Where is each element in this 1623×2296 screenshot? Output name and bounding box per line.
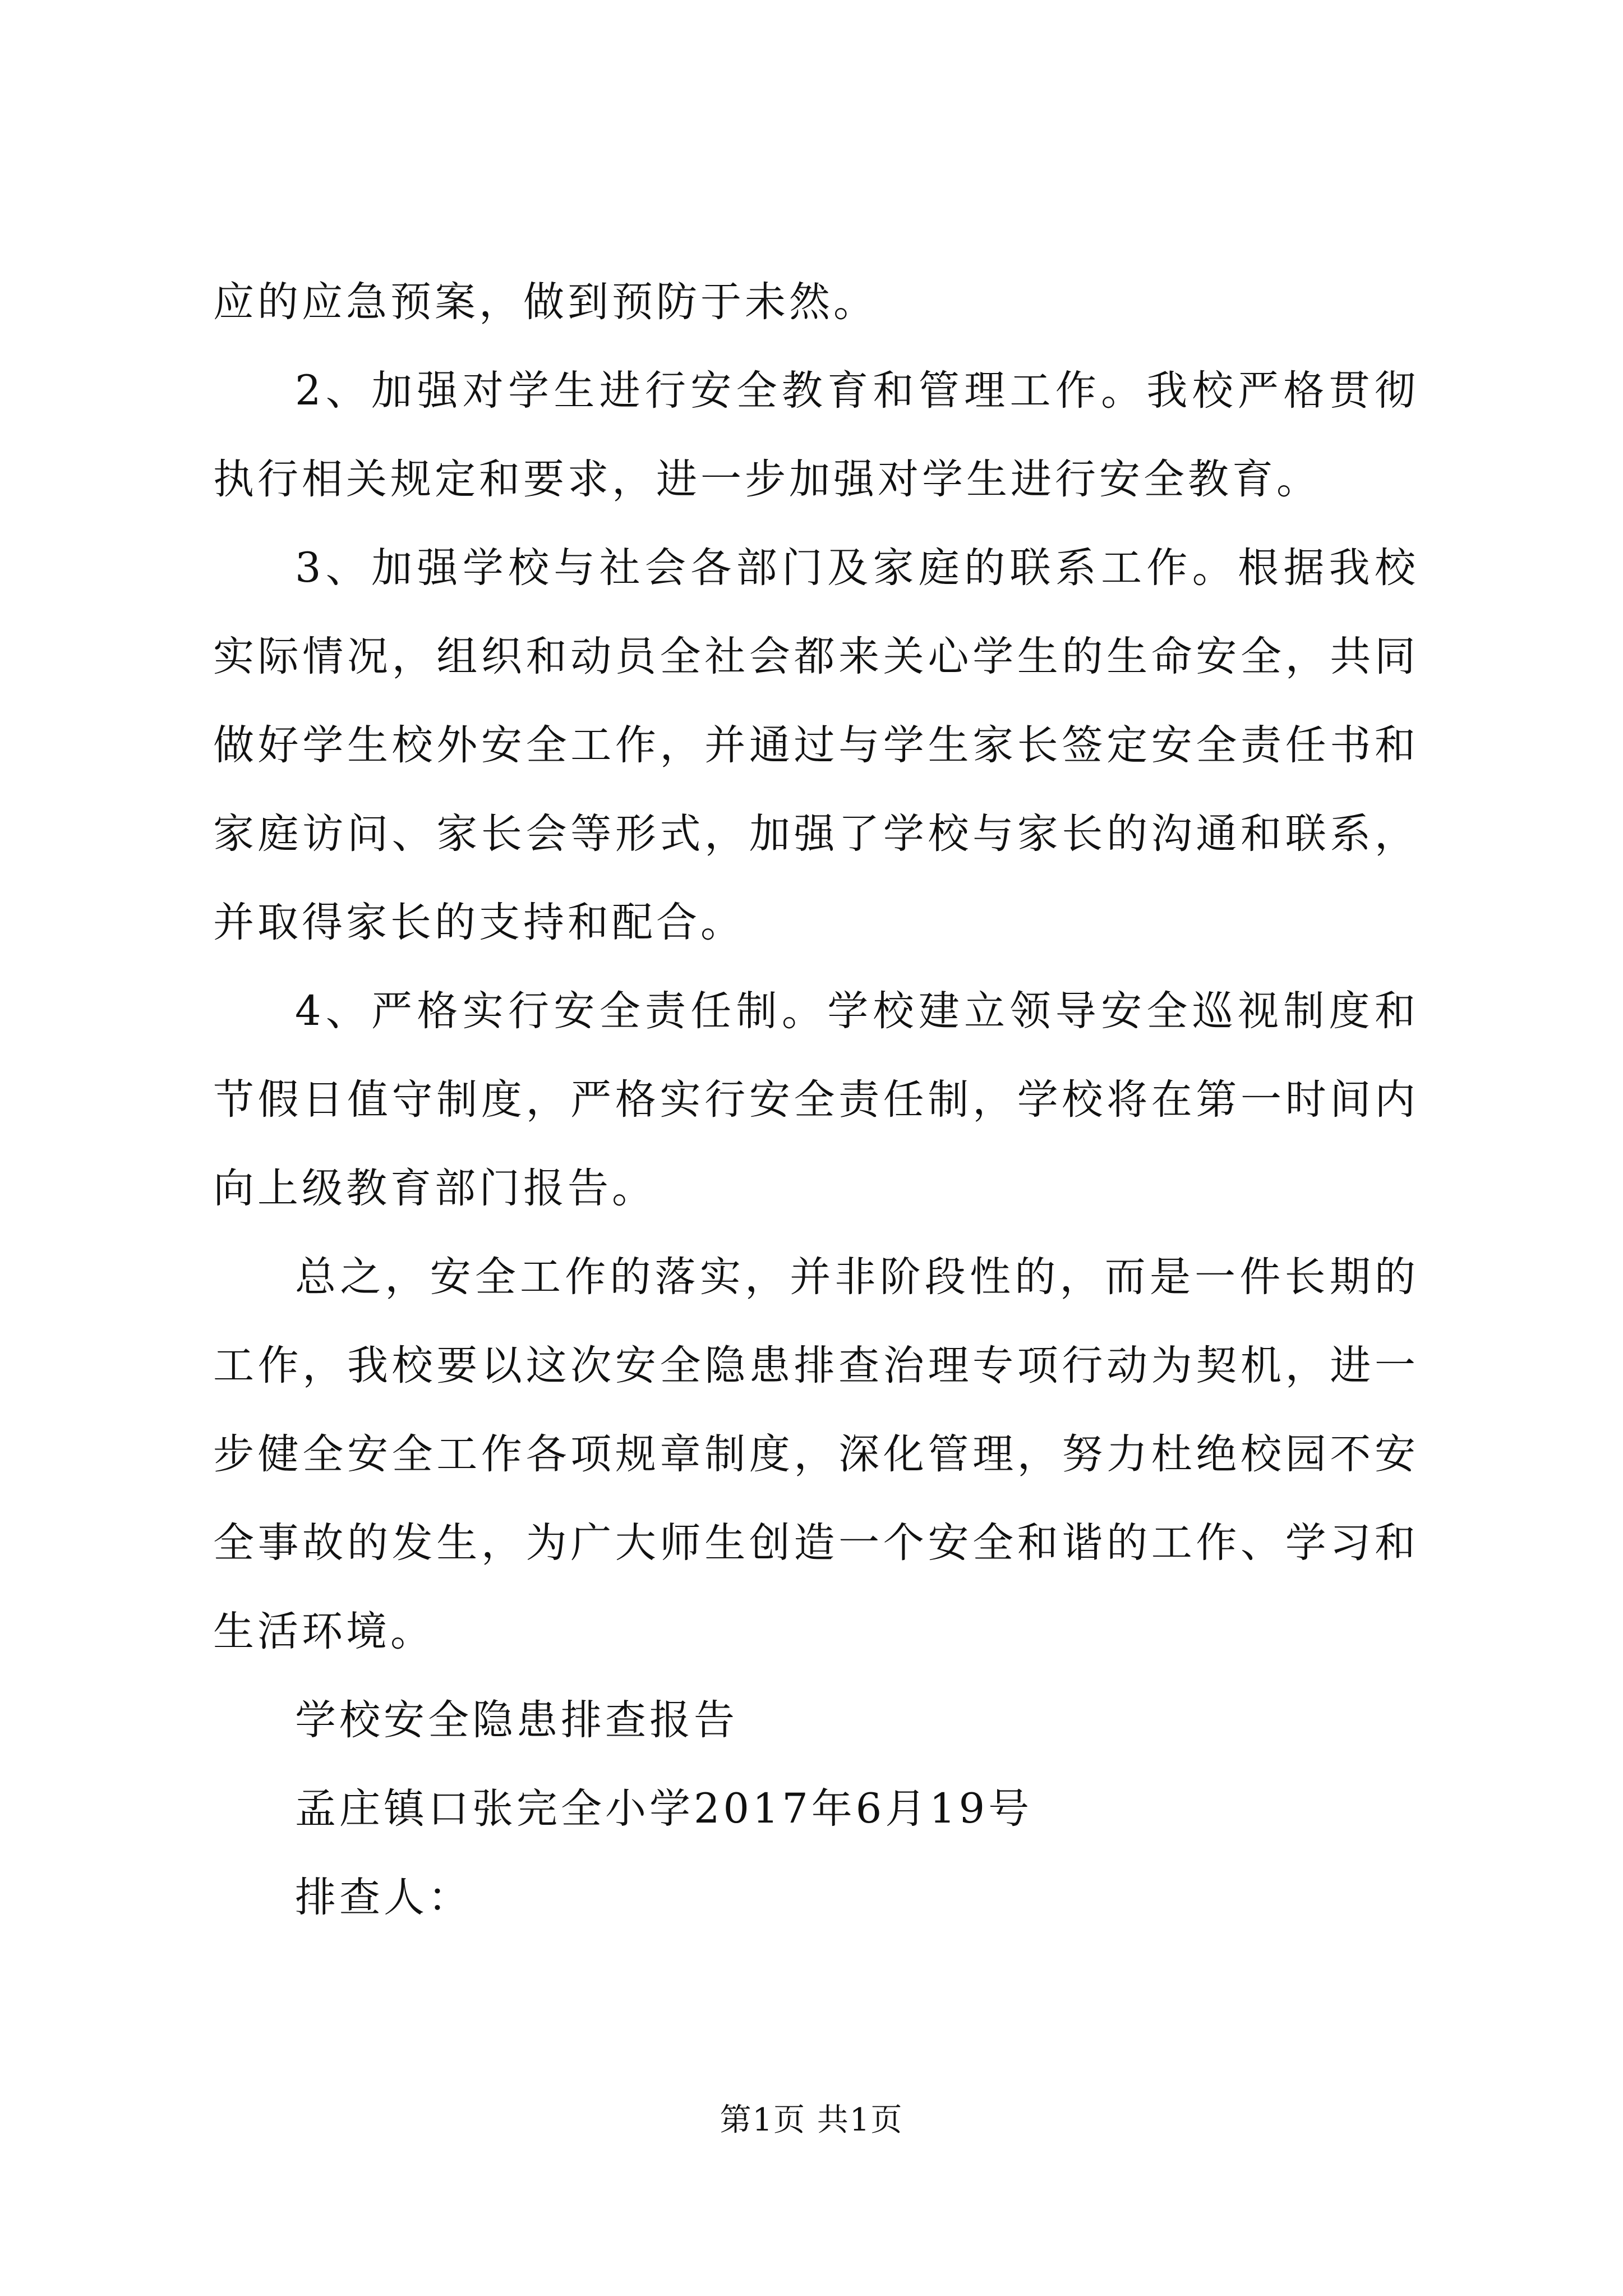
page-footer: 第1页 共1页 bbox=[720, 2102, 903, 2138]
paragraph-item-3: 3、加强学校与社会各部门及家庭的联系工作。根据我校实际情况，组织和动员全社会都来关心学生的生命安全，共同做好学生校外安全工作，并通过与学生家长签定安全责任书和家庭访问、家长会等形式，加强了学校与家长的沟通和联系，并取得家长的支持和配合。 bbox=[213, 544, 1419, 946]
paragraph-item-2: 2、加强对学生进行安全教育和管理工作。我校严格贯彻执行相关规定和要求，进一步加强对学生进行安全教育。 bbox=[213, 367, 1419, 503]
inspector-line: 排查人： bbox=[295, 1874, 472, 1921]
paragraph-summary: 总之，安全工作的落实，并非阶段性的，而是一件长期的工作，我校要以这次安全隐患排查治理专项行动为契机，进一步健全安全工作各项规章制度，深化管理，努力杜绝校园不安全事故的发生，为广大师生创造一个安全和谐的工作、学习和生活环境。 bbox=[213, 1253, 1419, 1655]
document-body bbox=[213, 258, 1419, 1942]
paragraph-item-4: 4、严格实行安全责任制。学校建立领导安全巡视制度和节假日值守制度，严格实行安全责任制，学校将在第一时间内向上级教育部门报告。 bbox=[213, 987, 1419, 1212]
paragraph-continuation: 应的应急预案，做到预防于未然。 bbox=[213, 278, 878, 326]
report-title-line: 学校安全隐患排查报告 bbox=[295, 1696, 738, 1744]
school-date-line: 孟庄镇口张完全小学2017年6月19号 bbox=[295, 1785, 1033, 1833]
